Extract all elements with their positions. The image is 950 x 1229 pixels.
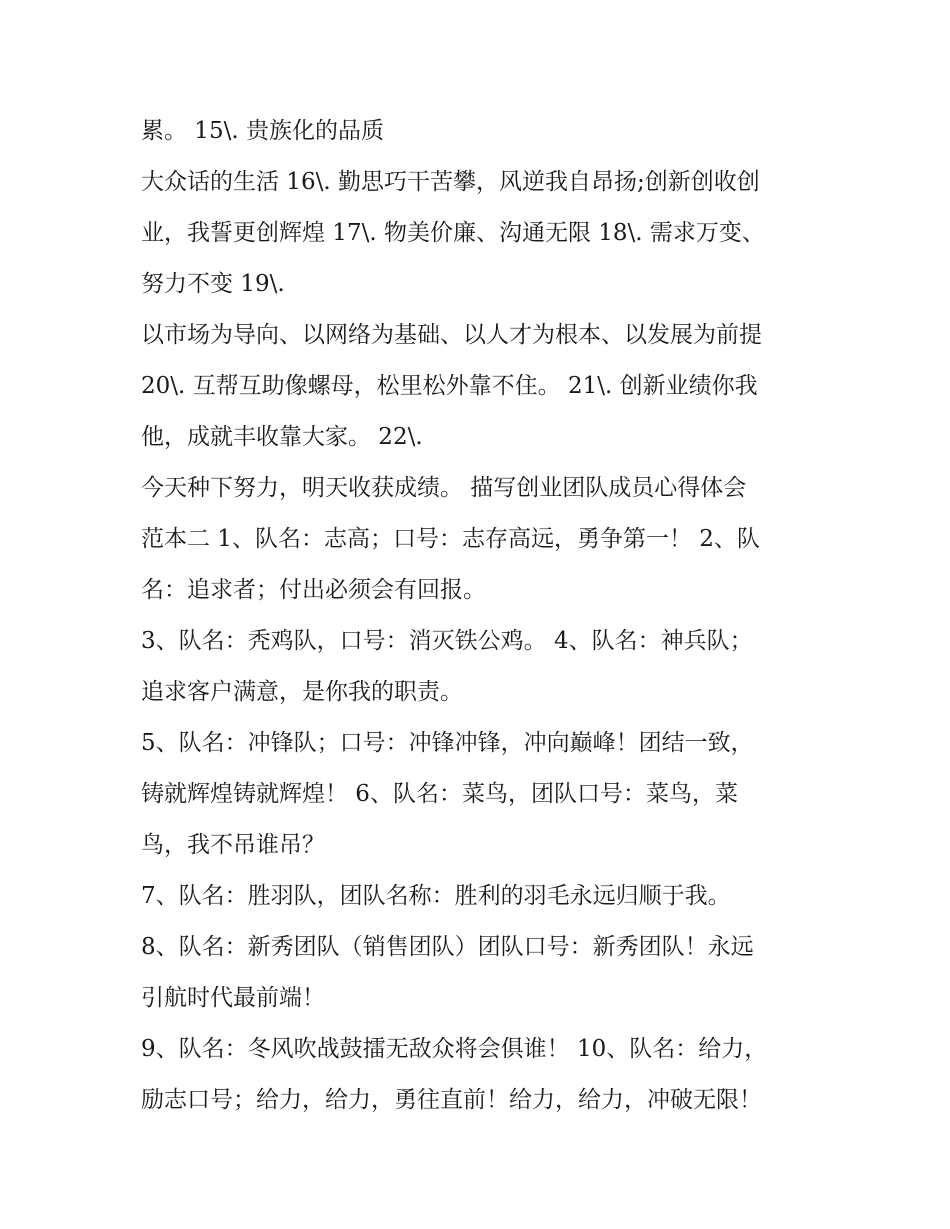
text-line-17: 8、队名：新秀团队（销售团队）团队口号：新秀团队！永远: [141, 934, 754, 960]
document-body: [141, 106, 831, 1126]
text-line-15: 鸟，我不吊谁吊？: [141, 832, 325, 858]
text-line-9: 范本二 1、队名：志高；口号：志存高远，勇争第一！ 2、队: [141, 526, 760, 552]
text-line-8: 今天种下努力，明天收获成绩。 描写创业团队成员心得体会: [141, 475, 747, 501]
text-line-13: 5、队名：冲锋队；口号：冲锋冲锋，冲向巅峰！团结一致，: [141, 730, 754, 756]
text-line-16: 7、队名：胜羽队，团队名称：胜利的羽毛永远归顺于我。: [141, 883, 731, 909]
text-line-2: 大众话的生活 16\. 勤思巧干苦攀，风逆我自昂扬;创新创收创: [141, 169, 760, 195]
text-line-6: 20\. 互帮互助像螺母，松里松外靠不住。 21\. 创新业绩你我: [141, 373, 758, 399]
text-line-5: 以市场为导向、以网络为基础、以人才为根本、以发展为前提: [141, 322, 762, 348]
text-line-18: 引航时代最前端！: [141, 985, 325, 1011]
text-line-14: 铸就辉煌铸就辉煌！ 6、队名：菜鸟，团队口号：菜鸟，菜: [141, 781, 738, 807]
text-line-4: 努力不变 19\.: [141, 271, 285, 297]
text-line-11: 3、队名：秃鸡队，口号：消灭铁公鸡。 4、队名：神兵队；: [141, 628, 753, 654]
text-line-10: 名：追求者；付出必须会有回报。: [141, 577, 486, 603]
text-line-20: 励志口号；给力，给力，勇往直前！给力，给力，冲破无限！: [141, 1087, 762, 1113]
text-line-12: 追求客户满意，是你我的职责。: [141, 679, 463, 705]
text-line-19: 9、队名：冬风吹战鼓擂无敌众将会俱谁！ 10、队名：给力，: [141, 1036, 768, 1062]
text-line-7: 他，成就丰收靠大家。 22\.: [141, 424, 423, 450]
text-line-3: 业，我誓更创辉煌 17\. 物美价廉、沟通无限 18\. 需求万变、: [141, 220, 765, 246]
text-line-1: 累。 15\. 贵族化的品质: [141, 118, 384, 144]
